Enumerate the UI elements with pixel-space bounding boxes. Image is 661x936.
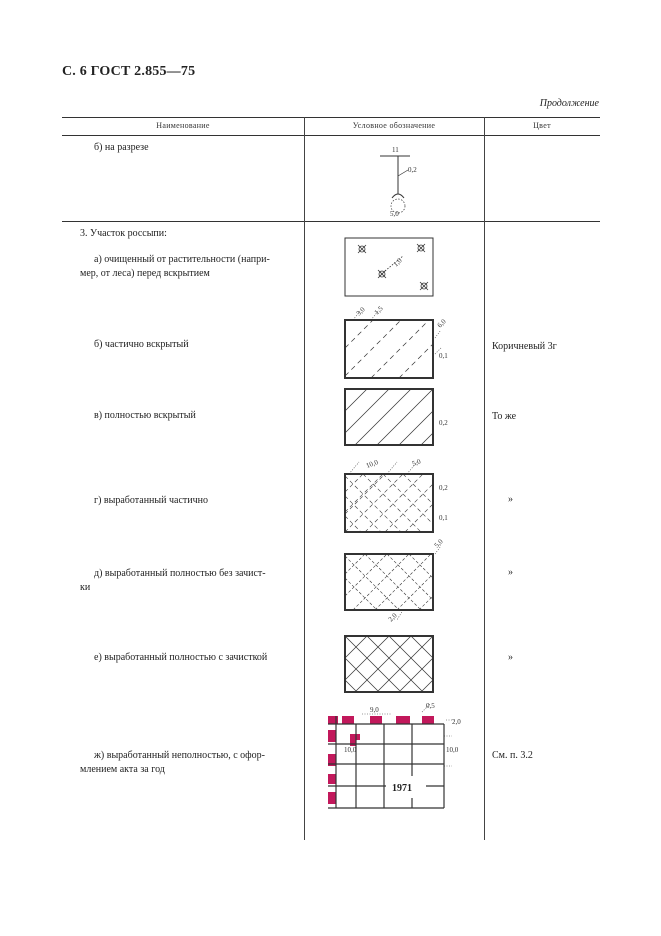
row-fully-open-name: в) полностью вскрытый: [94, 410, 196, 421]
column-divider-1: [304, 117, 305, 840]
worked-full-symbol: [345, 537, 445, 624]
row-cleaned-name: е) выработанный полностью с зачисткой: [94, 652, 268, 663]
page-title: С. 6 ГОСТ 2.855—75: [62, 64, 196, 79]
row-cleared-line2: мер, от леса) перед вскрытием: [80, 268, 210, 279]
row-partial-open-name: б) частично вскрытый: [94, 339, 189, 350]
worked-full-dim2: 2,0: [386, 611, 399, 624]
row-worked-partial-name: г) выработанный частично: [94, 495, 208, 506]
incomplete-dim2: 0,5: [426, 702, 435, 710]
color-cleaned: »: [508, 652, 513, 663]
row-incomplete-line1: ж) выработанный неполностью, с офор-: [94, 750, 265, 761]
partial-open-dim1: 3,0: [354, 305, 367, 318]
row-cleared-line1: а) очищенный от растительности (напри-: [94, 254, 270, 265]
section-dim1: 0,2: [408, 166, 417, 174]
continuation-label: Продолжение: [539, 98, 599, 109]
partial-open-dim2: 1,5: [372, 304, 385, 317]
color-incomplete: См. п. 3.2: [492, 750, 533, 761]
table-row-divider: [62, 221, 600, 222]
column-divider-2: [484, 117, 485, 840]
incomplete-dim4: 10,0: [344, 746, 357, 754]
row-incomplete-line2: млением акта за год: [80, 764, 165, 775]
cleared-symbol: [345, 238, 435, 298]
row-worked-full-line1: д) выработанный полностью без зачист-: [94, 568, 266, 579]
worked-partial-dim2: 5,0: [410, 457, 422, 468]
partial-open-dim4: 0,1: [439, 352, 448, 360]
table-header-border: [62, 135, 600, 136]
section-label-top: 11: [392, 146, 399, 154]
column-header-color: Цвет: [533, 121, 551, 130]
section-symbol: [370, 140, 430, 220]
worked-partial-dim4: 0,1: [439, 514, 448, 522]
color-worked-full: »: [508, 567, 513, 578]
row-worked-full-line2: ки: [80, 582, 91, 593]
incomplete-year: 1971: [392, 783, 412, 794]
table-top-border: [62, 117, 600, 118]
fully-open-dim: 0,2: [439, 419, 448, 427]
row-section-name: б) на разрезе: [94, 142, 149, 153]
incomplete-symbol: [326, 700, 466, 815]
color-worked-partial: »: [508, 494, 513, 505]
color-partial-open: Коричневый 3г: [492, 341, 557, 352]
partial-open-dim3: 6,0: [435, 317, 448, 330]
fully-open-symbol: [345, 389, 448, 449]
column-header-symbol: Условное обозначение: [352, 121, 436, 130]
section-dim2: 5,0: [390, 210, 399, 218]
incomplete-dim5: 10,0: [446, 746, 459, 754]
worked-partial-dim3: 0,2: [439, 484, 448, 492]
worked-full-dim1: 5,0: [432, 537, 445, 550]
incomplete-dim1: 9,0: [370, 706, 379, 714]
cleaned-symbol: [345, 636, 435, 696]
worked-partial-symbol: [345, 457, 448, 542]
column-header-name: Наименование: [156, 121, 210, 130]
color-fully-open: То же: [492, 411, 517, 422]
cleared-dim: 1,0: [391, 256, 404, 269]
worked-partial-dim1: 10,0: [364, 458, 380, 470]
row-placer-heading: 3. Участок россыпи:: [80, 228, 167, 239]
incomplete-dim3: 2,0: [452, 718, 461, 726]
partial-open-symbol: [345, 304, 448, 388]
